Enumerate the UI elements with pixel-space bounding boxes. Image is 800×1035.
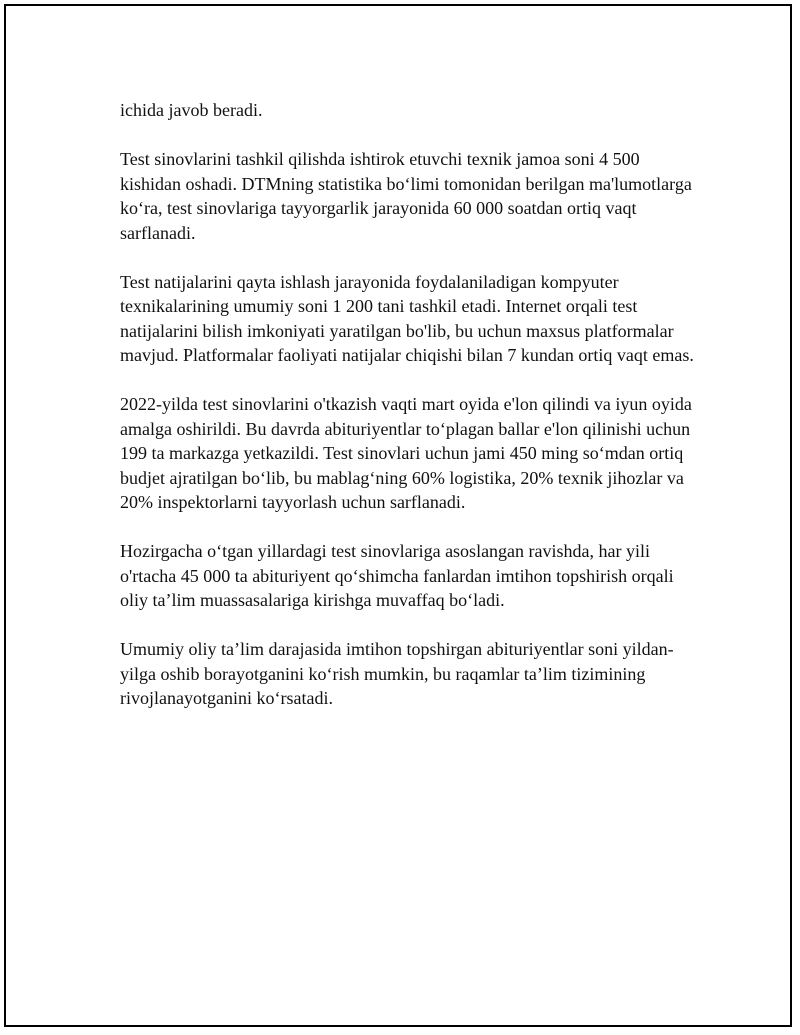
paragraph-5: Hozirgacha o‘tgan yillardagi test sinovlariga asoslangan ravishda, har yili o'rtacha 45 000 ta abituriyent qo‘shimcha fanlardan imtihon topshirish orqali oliy ta’lim muassasalariga kirishga muvaffaq bo‘ladi. <box>120 541 674 610</box>
paragraph-4: 2022-yilda test sinovlarini o'tkazish vaqti mart oyida e'lon qilindi va iyun oyida amalga oshirildi. Bu davrda abituriyentlar to‘plagan ballar e'lon qilinishi uchun 199 ta markazga yetkazildi. Test sinovlari uchun jami 450 ming so‘mdan ortiq budjet ajratilgan bo‘lib, bu mablag‘ning 60% logistika, 20% texnik jihozlar va 20% inspektorlarni tayyorlash uchun sarflanadi. <box>120 394 692 512</box>
paragraph-6: Umumiy oliy ta’lim darajasida imtihon topshirgan abituriyentlar soni yildan-yilga oshib borayotganini ko‘rish mumkin, bu raqamlar ta’lim tizimining rivojlanayotganini ko‘rsatadi. <box>120 639 674 708</box>
document-body <box>120 98 700 735</box>
paragraph-1: ichida javob beradi. <box>120 100 263 120</box>
paragraph-2: Test sinovlarini tashkil qilishda ishtirok etuvchi texnik jamoa soni 4 500 kishidan oshadi. DTMning statistika bo‘limi tomonidan berilgan ma'lumotlarga ko‘ra, test sinovlariga tayyorgarlik jarayonida 60 000 soatdan ortiq vaqt sarflanadi. <box>120 149 692 243</box>
page-frame <box>4 4 792 1027</box>
paragraph-3: Test natijalarini qayta ishlash jarayonida foydalaniladigan kompyuter texnikalarining umumiy soni 1 200 tani tashkil etadi. Internet orqali test natijalarini bilish imkoniyati yaratilgan bo'lib, bu uchun maxsus platformalar mavjud. Platformalar faoliyati natijalar chiqishi bilan 7 kundan ortiq vaqt emas. <box>120 271 694 365</box>
